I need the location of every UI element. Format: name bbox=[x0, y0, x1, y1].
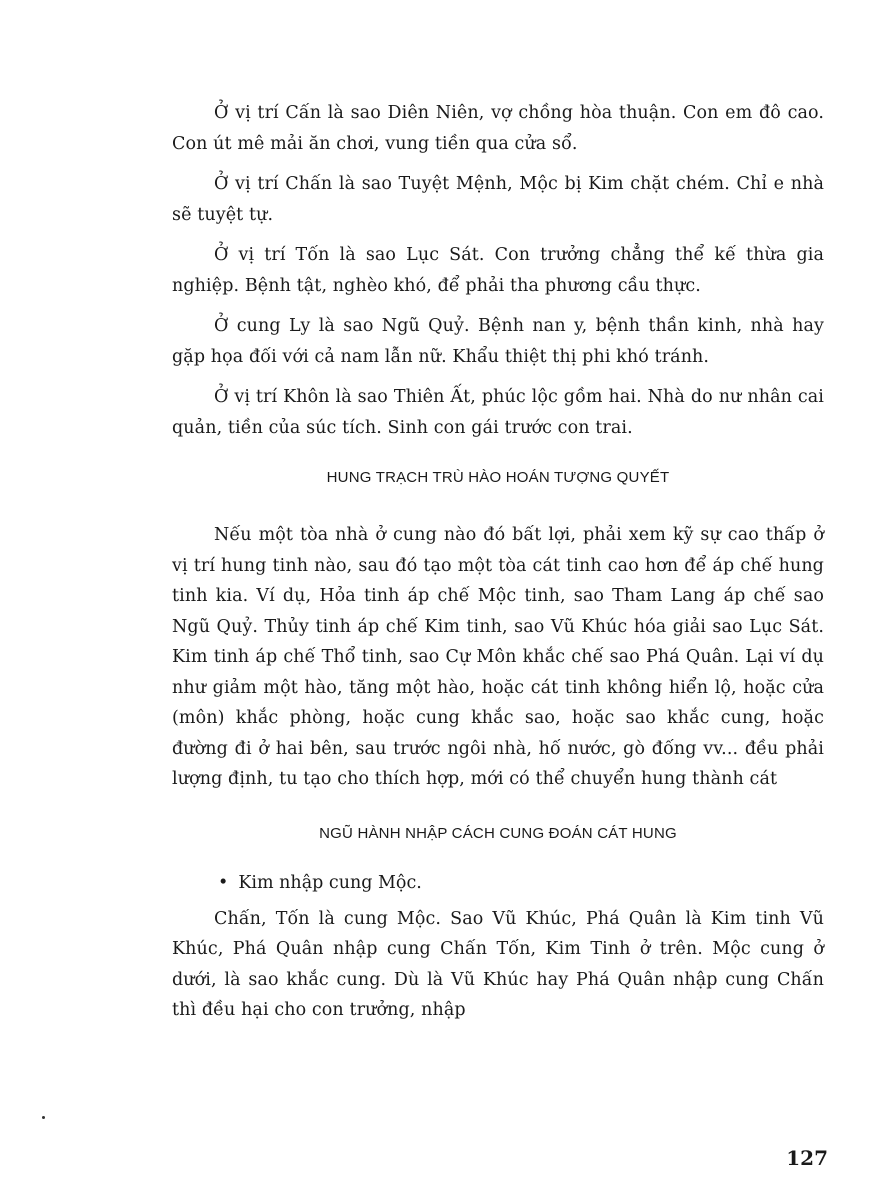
paragraph-ly: Ở cung Ly là sao Ngũ Quỷ. Bệnh nan y, bệnh thần kinh, nhà hay gặp họa đối với cả nam lẫn nữ. Khẩu thiệt thị phi khó tránh. bbox=[172, 316, 824, 367]
scan-speck bbox=[42, 1116, 45, 1119]
page-number: 127 bbox=[786, 1146, 828, 1170]
paragraph-ton: Ở vị trí Tốn là sao Lục Sát. Con trưởng chẳng thể kế thừa gia nghiệp. Bệnh tật, nghèo khó, để phải tha phương cầu thực. bbox=[172, 245, 824, 296]
bullet-item bbox=[218, 868, 824, 898]
page-body bbox=[172, 98, 824, 1036]
section-heading-hung-trach: HUNG TRẠCH TRÙ HÀO HOÁN TƯỢNG QUYẾT bbox=[326, 469, 670, 486]
paragraph-hung-trach: Nếu một tòa nhà ở cung nào đó bất lợi, phải xem kỹ sự cao thấp ở vị trí hung tinh nào, sau đó tạo một tòa cát tinh cao hơn để áp chế hung tinh kia. Ví dụ, Hỏa tinh áp chế Mộc tinh, sao Tham Lang áp chế sao Ngũ Quỷ. Thủy tinh áp chế Kim tinh, sao Vũ Khúc hóa giải sao Lục Sát. Kim tinh áp chế Thổ tinh, sao Cự Môn khắc chế sao Phá Quân. Lại ví dụ như giảm một hào, tăng một hào, hoặc cát tinh không hiển lộ, hoặc cửa (môn) khắc phòng, hoặc cung khắc sao, hoặc sao khắc cung, hoặc đường đi ở hai bên, sau trước ngôi nhà, hố nước, gò đống vv... đều phải lượng định, tu tạo cho thích hợp, mới có thể chuyển hung thành cát bbox=[172, 525, 824, 789]
bullet-text: Kim nhập cung Mộc. bbox=[238, 872, 422, 893]
section-heading-ngu-hanh: NGŨ HÀNH NHẬP CÁCH CUNG ĐOÁN CÁT HUNG bbox=[319, 824, 677, 842]
paragraph-chan: Ở vị trí Chấn là sao Tuyệt Mệnh, Mộc bị Kim chặt chém. Chỉ e nhà sẽ tuyệt tự. bbox=[172, 174, 824, 225]
bullet-icon: • bbox=[218, 872, 229, 893]
paragraph-kim-nhap-moc: Chấn, Tốn là cung Mộc. Sao Vũ Khúc, Phá Quân là Kim tinh Vũ Khúc, Phá Quân nhập cung Chấn Tốn, Kim Tinh ở trên. Mộc cung ở dưới, là sao khắc cung. Dù là Vũ Khúc hay Phá Quân nhập cung Chấn thì đều hại cho con trưởng, nhập bbox=[172, 908, 824, 1020]
paragraph-can: Ở vị trí Cấn là sao Diên Niên, vợ chồng hòa thuận. Con em đô cao. Con út mê mải ăn chơi, vung tiền qua cửa sổ. bbox=[172, 103, 824, 154]
paragraph-khon: Ở vị trí Khôn là sao Thiên Ất, phúc lộc gồm hai. Nhà do nư nhân cai quản, tiền của súc tích. Sinh con gái trước con trai. bbox=[172, 387, 824, 438]
